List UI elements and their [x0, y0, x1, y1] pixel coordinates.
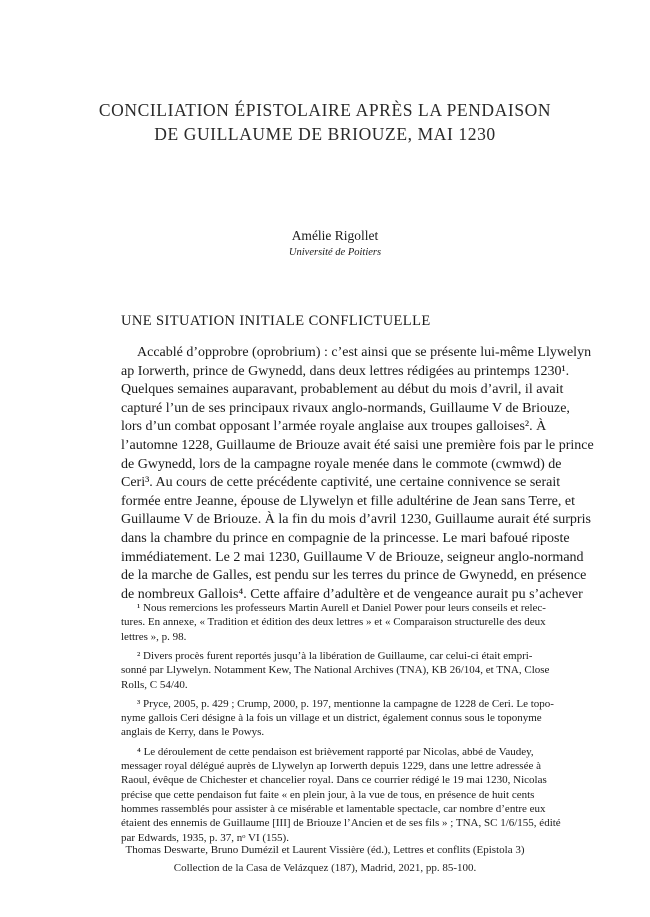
author-name: Amélie Rigollet — [291, 228, 379, 243]
body-line: Quelques semaines auparavant, probablement au début du mois d’avril, il avait — [121, 382, 564, 398]
footnote-line: étaient des ennemis de Guillaume [III] de Briouze l’Ancien et de ses fils » ; TNA, SC 1/6/155, édité — [121, 817, 561, 830]
footnote-line: précise que cette pendaison fut faite « en plein jour, à la vue de tous, en présence de huit cents — [121, 788, 535, 801]
body-line: Guillaume V de Briouze. À la fin du mois d’avril 1230, Guillaume aurait été surpris — [121, 512, 591, 528]
body-line: lors d’un combat opposant l’armée royale anglaise aux troupes galloises². À — [121, 419, 547, 435]
body-line: de nombreux Gallois⁴. Cette affaire d’adultère et de vengeance aurait pu s’achever — [121, 586, 583, 602]
footer-citation: Thomas Deswarte, Bruno Dumézil et Laurent Vissière (éd.), Lettres et conflits (Epistola 3) — [125, 844, 525, 856]
footnote-line: Rolls, C 54/40. — [121, 678, 188, 691]
footnote-line: messager royal délégué auprès de Llywelyn ap Iorwerth depuis 1229, dans une lettre adressée à — [121, 760, 541, 772]
footnote-line: par Edwards, 1935, p. 37, nᵒ VI (155). — [121, 831, 289, 844]
author-affiliation: Université de Poitiers — [288, 247, 382, 258]
footnote-line: lettres », p. 98. — [121, 630, 187, 643]
footnote-line: ² Divers procès furent reportés jusqu’à la libération de Guillaume, car celui-ci était empri- — [137, 649, 533, 662]
section-heading: UNE SITUATION INITIALE CONFLICTUELLE — [121, 313, 431, 329]
footnote-line: Raoul, évêque de Chichester et chancelier royal. Dans ce courrier rédigé le 19 mai 1230, Nicolas — [121, 774, 547, 787]
body-line: ap Iorwerth, prince de Gwynedd, dans deux lettres rédigées au printemps 1230¹. — [121, 363, 570, 379]
body-line: dans la chambre du prince en compagnie de la princesse. Le mari bafoué riposte — [121, 531, 570, 546]
body-line: formée entre Jeanne, épouse de Llywelyn et fille adultérine de Jean sans Terre, et — [121, 493, 575, 509]
body-line: Ceri³. Au cours de cette précédente captivité, une certaine connivence se serait — [121, 475, 561, 491]
body-line: de Gwynedd, lors de la campagne royale menée dans le commote (cwmwd) de — [121, 456, 562, 472]
body-line: l’automne 1228, Guillaume de Briouze avait été saisi une première fois par le prince — [121, 438, 594, 453]
footnote-line: anglais de Kerry, dans le Powys. — [121, 726, 265, 739]
footnote-line: ¹ Nous remercions les professeurs Martin Aurell et Daniel Power pour leurs conseils et relec- — [137, 602, 546, 614]
footnote-line: sonné par Llywelyn. Notamment Kew, The National Archives (TNA), KB 26/104, et TNA, Close — [121, 664, 550, 677]
footnote-line: nyme gallois Ceri désigne à la fois un village et un district, également connus sous le toponyme — [121, 712, 542, 725]
article-title-line-1: CONCILIATION ÉPISTOLAIRE APRÈS LA PENDAISON — [98, 100, 552, 120]
article-title-line-2: DE GUILLAUME DE BRIOUZE, MAI 1230 — [154, 124, 496, 144]
body-line: capturé l’un de ses principaux rivaux anglo-normands, Guillaume V de Briouze, — [121, 400, 570, 416]
footnote-line: tures. En annexe, « Tradition et édition des deux lettres » et « Comparaison structurelle des deux — [121, 616, 546, 629]
footnote-line: ³ Pryce, 2005, p. 429 ; Crump, 2000, p. 197, mentionne la campagne de 1228 de Ceri. Le topo- — [137, 697, 554, 710]
footer-collection: Collection de la Casa de Velázquez (187), Madrid, 2021, pp. 85-100. — [173, 862, 477, 874]
body-line: Accablé d’opprobre (oprobrium) : c’est ainsi que se présente lui-même Llywelyn — [137, 345, 592, 360]
body-line: de la marche de Galles, est pendu sur les terres du prince de Gwynedd, en présence — [121, 568, 587, 584]
footnote-line: hommes rassemblés pour assister à ce misérable et lamentable spectacle, car nombre d’entre eux — [121, 802, 546, 815]
body-line: immédiatement. Le 2 mai 1230, Guillaume V de Briouze, seigneur anglo-normand — [121, 549, 584, 565]
footnote-line: ⁴ Le déroulement de cette pendaison est brièvement rapporté par Nicolas, abbé de Vaudey, — [137, 745, 534, 758]
